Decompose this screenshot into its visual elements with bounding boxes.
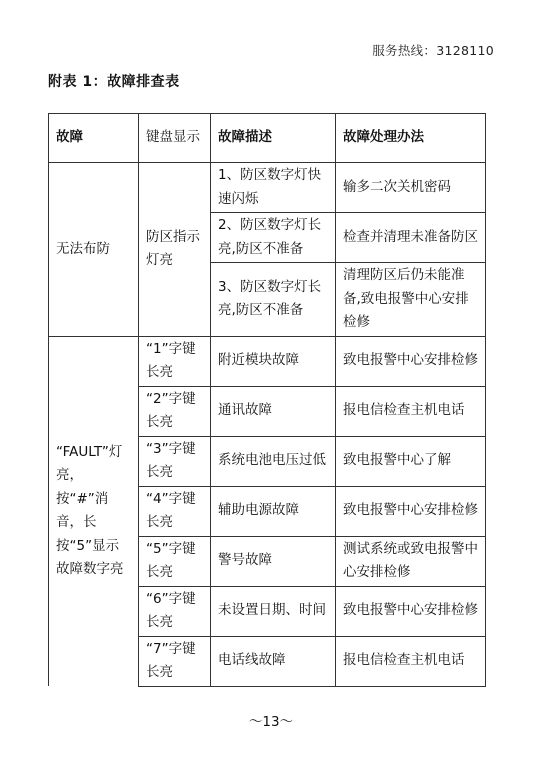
display-cell: “4”字键长亮: [139, 486, 211, 536]
description-cell: 通讯故障: [211, 386, 336, 436]
display-cell: “2”字键长亮: [139, 386, 211, 436]
page-number: ～13～: [248, 714, 294, 730]
description-cell: 系统电池电压过低: [211, 436, 336, 486]
action-cell: 报电信检查主机电话: [336, 386, 486, 436]
action-cell: 致电报警中心安排检修: [336, 586, 486, 636]
display-cell: 防区指示灯亮: [139, 163, 211, 337]
table-header-row: [49, 114, 486, 163]
action-cell: 致电报警中心了解: [336, 436, 486, 486]
description-cell: 附近模块故障: [211, 336, 336, 386]
action-cell: 检查并清理未准备防区: [336, 213, 486, 263]
action-cell: 致电报警中心安排检修: [336, 336, 486, 386]
header-display: 键盘显示: [139, 114, 211, 163]
description-cell: 辅助电源故障: [211, 486, 336, 536]
header-fault: 故障: [49, 114, 139, 163]
display-cell: “7”字键长亮: [139, 636, 211, 686]
fault-table: [48, 113, 486, 687]
description-cell: 1、防区数字灯快速闪烁: [211, 163, 336, 213]
action-cell: 输多二次关机密码: [336, 163, 486, 213]
display-cell: “1”字键长亮: [139, 336, 211, 386]
header-action: 故障处理办法: [336, 114, 486, 163]
description-cell: 2、防区数字灯长亮,防区不准备: [211, 213, 336, 263]
service-hotline: 服务热线：3128110: [372, 43, 494, 58]
display-cell: “5”字键长亮: [139, 536, 211, 586]
description-cell: 3、防区数字灯长亮,防区不准备: [211, 263, 336, 337]
header-description: 故障描述: [211, 114, 336, 163]
action-cell: 报电信检查主机电话: [336, 636, 486, 686]
description-cell: 未设置日期、时间: [211, 586, 336, 636]
action-cell: 清理防区后仍未能准备,致电报警中心安排检修: [336, 263, 486, 337]
fault-cell: 无法布防: [49, 163, 139, 337]
fault-cell: “FAULT”灯亮，按“#”消音，长按“5”显示故障数字亮: [49, 336, 139, 686]
page-title: 附表 1：故障排查表: [48, 74, 180, 90]
action-cell: 致电报警中心安排检修: [336, 486, 486, 536]
table-row: [49, 163, 486, 213]
table-row: [49, 336, 486, 386]
display-cell: “3”字键长亮: [139, 436, 211, 486]
description-cell: 电话线故障: [211, 636, 336, 686]
description-cell: 警号故障: [211, 536, 336, 586]
display-cell: “6”字键长亮: [139, 586, 211, 636]
action-cell: 测试系统或致电报警中心安排检修: [336, 536, 486, 586]
